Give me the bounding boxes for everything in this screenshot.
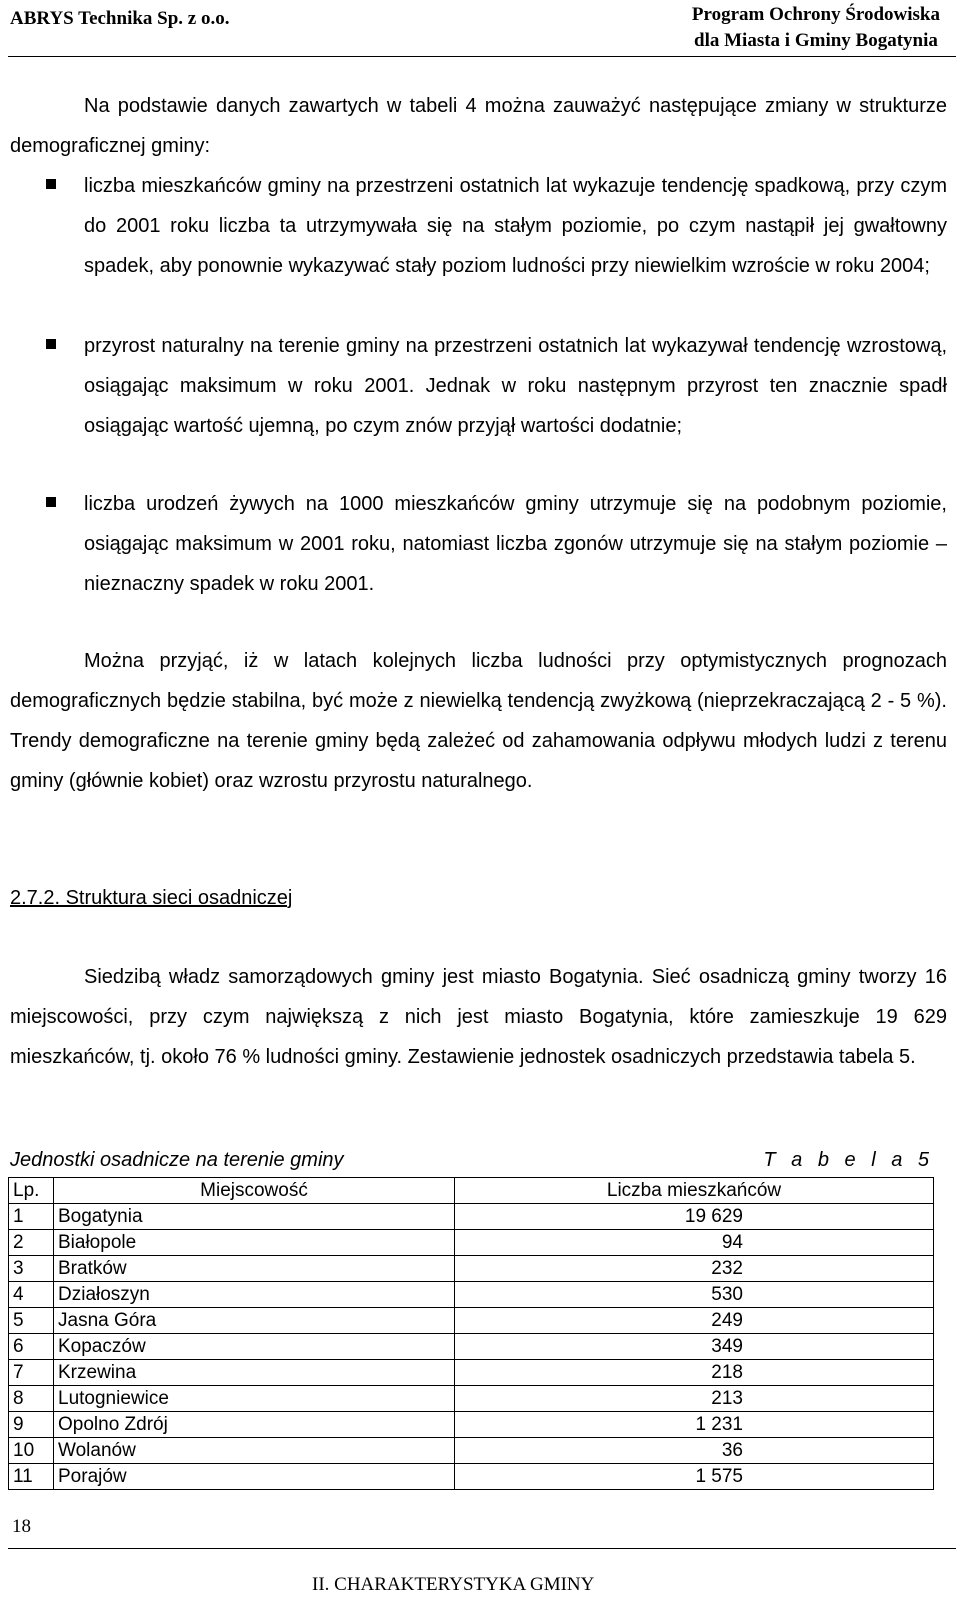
table-row (9, 1464, 934, 1490)
cell-population: 218 (455, 1360, 934, 1386)
bullet-marker-3 (46, 497, 56, 507)
cell-population: 349 (455, 1334, 934, 1360)
cell-population: 19 629 (455, 1204, 934, 1230)
settlements-table (8, 1177, 934, 1490)
cell-lp: 9 (9, 1412, 54, 1438)
cell-lp: 2 (9, 1230, 54, 1256)
cell-population: 249 (455, 1308, 934, 1334)
table-header-row (9, 1178, 934, 1204)
cell-locality: Lutogniewice (54, 1386, 455, 1412)
table-label: T a b e l a 5 (763, 1149, 934, 1171)
header-population: Liczba mieszkańców (455, 1178, 934, 1204)
bullet-item-2: przyrost naturalny na terenie gminy na przestrzeni ostatnich lat wykazywał tendencję wzrostową, osiągając maksimum w roku 2001. Jednak w roku następnym przyrost ten znacznie spadł osiągając wartość ujemną, po czym znów przyjął wartości dodatnie; (84, 335, 947, 437)
settlement-paragraph: Siedzibą władz samorządowych gminy jest miasto Bogatynia. Sieć osadniczą gminy tworzy 16 miejscowości, przy czym największą z nich jest miasto Bogatynia, które zamieszkuje 19 629 mieszkańców, tj. około 76 % ludności gminy. Zestawienie jednostek osadniczych przedstawia tabela 5. (10, 966, 947, 1068)
cell-locality: Białopole (54, 1230, 455, 1256)
cell-population: 213 (455, 1386, 934, 1412)
bullet-item-1: liczba mieszkańców gminy na przestrzeni ostatnich lat wykazuje tendencję spadkową, przy czym do 2001 roku liczba ta utrzymywała się na stałym poziomie, po czym nastąpił jej gwałtowny spadek, aby ponownie wykazywać stały poziom ludności przy niewielkim wzroście w roku 2004; (84, 175, 947, 277)
header-company: ABRYS Technika Sp. z o.o. (10, 8, 230, 29)
cell-locality: Jasna Góra (54, 1308, 455, 1334)
cell-locality: Kopaczów (54, 1334, 455, 1360)
cell-locality: Bratków (54, 1256, 455, 1282)
header-program (692, 2, 940, 54)
cell-locality: Porajów (54, 1464, 455, 1490)
page-header (0, 0, 960, 54)
intro-paragraph: Na podstawie danych zawartych w tabeli 4 można zauważyć następujące zmiany w strukturze demograficznej gminy: (10, 95, 947, 157)
table-row (9, 1256, 934, 1282)
cell-lp: 5 (9, 1308, 54, 1334)
cell-locality: Wolanów (54, 1438, 455, 1464)
cell-population: 1 231 (455, 1412, 934, 1438)
cell-locality: Opolno Zdrój (54, 1412, 455, 1438)
header-rule (8, 56, 956, 57)
table-row (9, 1412, 934, 1438)
table-row (9, 1386, 934, 1412)
table-caption: Jednostki osadnicze na terenie gminy (10, 1149, 344, 1171)
cell-lp: 10 (9, 1438, 54, 1464)
footer-chapter: II. CHARAKTERYSTYKA GMINY (312, 1574, 595, 1595)
cell-population: 1 575 (455, 1464, 934, 1490)
bullet-marker-2 (46, 339, 56, 349)
header-program-line2: dla Miasta i Gminy Bogatynia (694, 30, 938, 51)
cell-population: 232 (455, 1256, 934, 1282)
forecast-paragraph: Można przyjąć, iż w latach kolejnych liczba ludności przy optymistycznych prognozach demograficznych będzie stabilna, być może z niewielką tendencją zwyżkową (nieprzekraczającą 2 - 5 %). Trendy demograficzne na terenie gminy będą zależeć od zahamowania odpływu młodych ludzi z terenu gminy (głównie kobiet) oraz wzrostu przyrostu naturalnego. (10, 650, 947, 792)
table-row (9, 1308, 934, 1334)
cell-population: 94 (455, 1230, 934, 1256)
footer-rule (8, 1548, 956, 1549)
cell-locality: Krzewina (54, 1360, 455, 1386)
header-locality: Miejscowość (54, 1178, 455, 1204)
cell-locality: Działoszyn (54, 1282, 455, 1308)
table-row (9, 1230, 934, 1256)
header-lp: Lp. (9, 1178, 54, 1204)
cell-lp: 11 (9, 1464, 54, 1490)
cell-lp: 7 (9, 1360, 54, 1386)
cell-lp: 6 (9, 1334, 54, 1360)
header-program-line1: Program Ochrony Środowiska (691, 4, 940, 25)
bullet-item-3: liczba urodzeń żywych na 1000 mieszkańców gminy utrzymuje się na podobnym poziomie, osiągając maksimum w 2001 roku, natomiast liczba zgonów utrzymuje się na stałym poziomie – nieznaczny spadek w roku 2001. (84, 493, 947, 595)
table-row (9, 1204, 934, 1230)
bullet-marker-1 (46, 179, 56, 189)
table-row (9, 1438, 934, 1464)
cell-lp: 1 (9, 1204, 54, 1230)
cell-lp: 8 (9, 1386, 54, 1412)
table-row (9, 1334, 934, 1360)
page-number: 18 (12, 1516, 31, 1537)
table-row (9, 1282, 934, 1308)
cell-lp: 3 (9, 1256, 54, 1282)
section-title: 2.7.2. Struktura sieci osadniczej (10, 887, 293, 909)
cell-lp: 4 (9, 1282, 54, 1308)
table-row (9, 1360, 934, 1386)
cell-population: 36 (455, 1438, 934, 1464)
cell-population: 530 (455, 1282, 934, 1308)
cell-locality: Bogatynia (54, 1204, 455, 1230)
